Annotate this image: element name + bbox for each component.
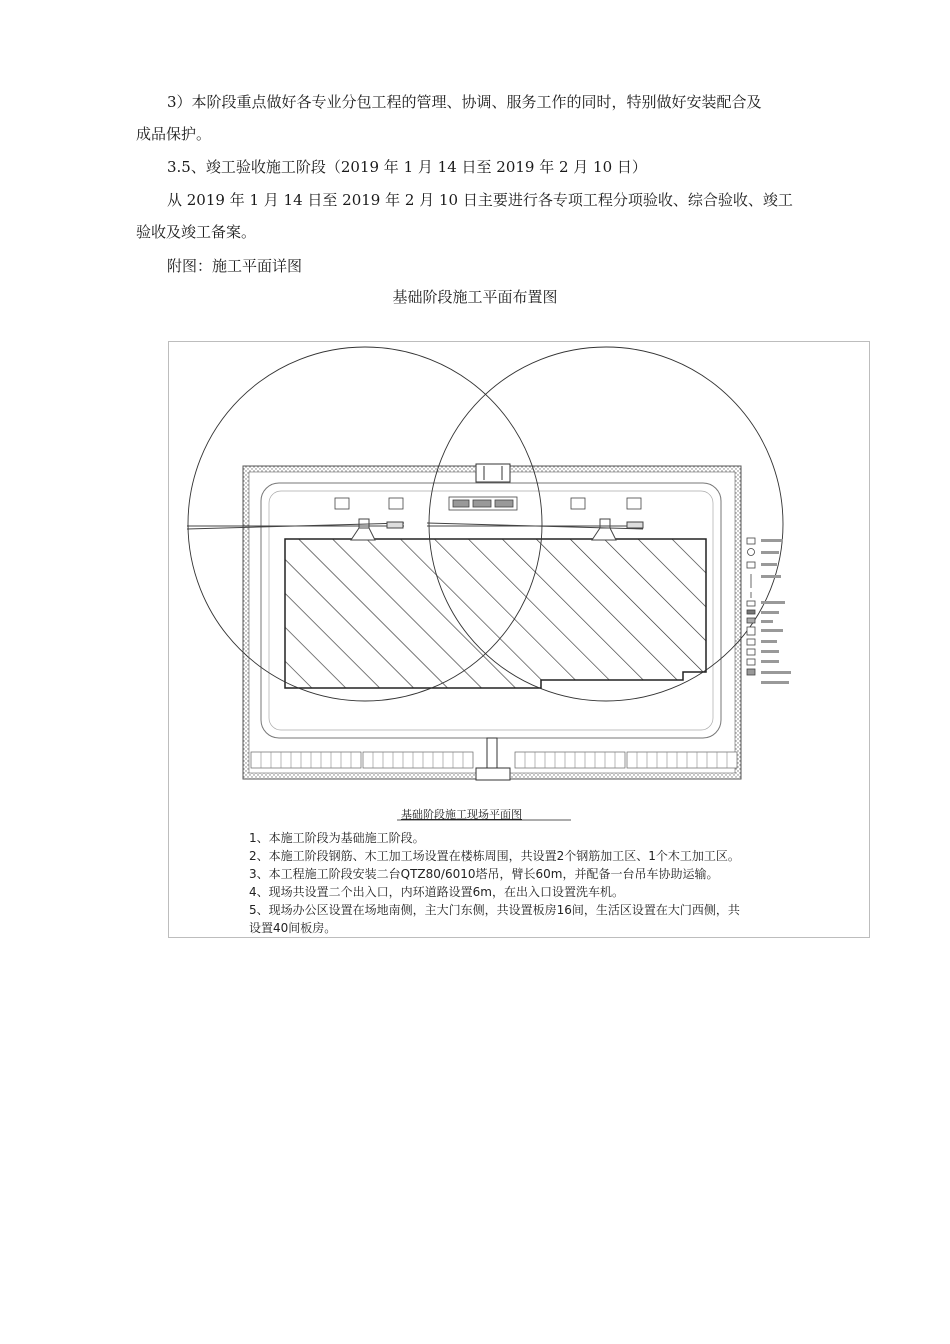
appendix-label: 附图：施工平面详图 <box>167 257 303 275</box>
section-heading: 3.5、竣工验收施工阶段（2019 年 1 月 14 日至 2019 年 2 月 10 日） <box>167 158 647 176</box>
building-footprint <box>285 539 706 688</box>
paragraph-line: 验收及竣工备案。 <box>136 223 257 241</box>
figure-caption: 基础阶段施工平面布置图 <box>392 288 558 306</box>
plan-title: 基础阶段施工现场平面图 <box>401 808 522 821</box>
paragraph-line: 3）本阶段重点做好各专业分包工程的管理、协调、服务工作的同时，特别做好安装配合及 <box>167 93 762 111</box>
plan-note: 设置40间板房。 <box>249 921 337 935</box>
plan-note: 4、现场共设置二个出入口，内环道路设置6m，在出入口设置洗车机。 <box>249 885 624 899</box>
legend-labels <box>761 539 791 684</box>
site-plan-figure <box>168 341 870 938</box>
plan-note: 3、本工程施工阶段安装二台QTZ80/6010塔吊，臂长60m，并配备一台吊车协助运输。 <box>249 867 719 881</box>
legend <box>747 538 755 675</box>
plan-notes <box>249 829 849 937</box>
plan-note: 1、本施工阶段为基础施工阶段。 <box>249 831 425 845</box>
plan-note: 5、现场办公区设置在场地南侧，主大门东侧，共设置板房16间，生活区设置在大门西侧，共 <box>249 903 740 917</box>
paragraph-line: 成品保护。 <box>136 125 212 143</box>
plan-note: 2、本施工阶段钢筋、木工加工场设置在楼栋周围，共设置2个钢筋加工区、1个木工加工区。 <box>249 849 740 863</box>
paragraph-line: 从 2019 年 1 月 14 日至 2019 年 2 月 10 日主要进行各专项工程分项验收、综合验收、竣工 <box>167 191 793 209</box>
